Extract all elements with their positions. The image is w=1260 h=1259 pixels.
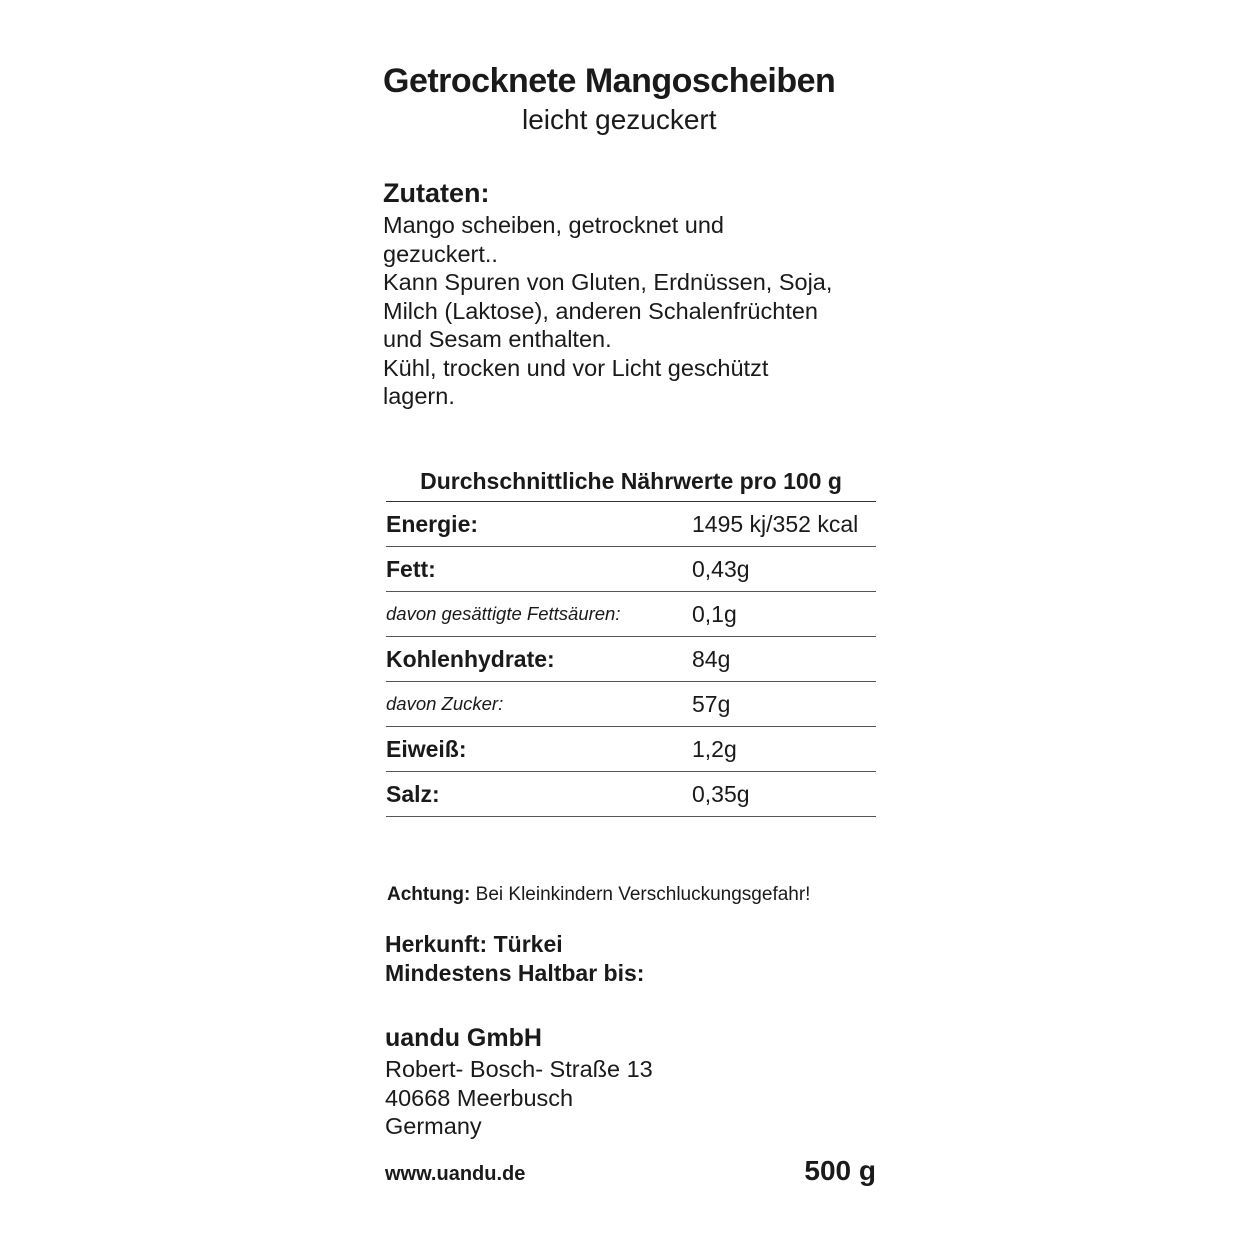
ingredients-line: Kühl, trocken und vor Licht geschützt (383, 354, 769, 381)
warning-label: Achtung: (387, 884, 471, 905)
nutrition-row-energy (386, 502, 876, 547)
nutrition-label: Kohlenhydrate: (386, 645, 555, 672)
nutrition-table-title: Durchschnittliche Nährwerte pro 100 g (386, 464, 876, 502)
net-weight: 500 g (804, 1155, 876, 1186)
nutrition-row-salt (386, 772, 876, 817)
nutrition-value: 84g (692, 645, 731, 672)
ingredients-line: lagern. (383, 383, 455, 409)
nutrition-value: 0,35g (692, 780, 750, 807)
company-name: uandu GmbH (385, 1024, 542, 1052)
nutrition-row-saturated-fat (386, 592, 876, 637)
website-url: www.uandu.de (385, 1163, 526, 1185)
origin-block (385, 930, 644, 988)
nutrition-label: Fett: (386, 555, 436, 582)
ingredients-line: Milch (Laktose), anderen Schalenfrüchten (383, 297, 818, 324)
nutrition-table (386, 464, 876, 817)
product-subtitle: leicht gezuckert (522, 104, 717, 135)
nutrition-row-sugar (386, 682, 876, 727)
nutrition-label: Salz: (386, 780, 440, 807)
ingredients-text (383, 211, 863, 411)
ingredients-line: gezuckert.. (383, 240, 498, 267)
nutrition-value: 1,2g (692, 735, 737, 762)
nutrition-label: Energie: (386, 510, 479, 537)
nutrition-value: 0,43g (692, 555, 750, 582)
nutrition-value: 57g (692, 690, 731, 717)
product-title: Getrocknete Mangoscheiben (383, 62, 836, 100)
origin-country: Herkunft: Türkei (385, 931, 563, 957)
nutrition-label: Eiweiß: (386, 735, 467, 762)
nutrition-label: davon Zucker: (386, 693, 504, 714)
nutrition-value: 0,1g (692, 600, 737, 627)
address-street: Robert- Bosch- Straße 13 (385, 1056, 653, 1082)
ingredients-heading: Zutaten: (383, 178, 490, 208)
ingredients-line: und Sesam enthalten. (383, 326, 612, 352)
warning-text: Bei Kleinkindern Verschluckungsgefahr! (470, 884, 811, 905)
nutrition-row-carbohydrates (386, 637, 876, 682)
nutrition-row-protein (386, 727, 876, 772)
ingredients-line: Kann Spuren von Gluten, Erdnüssen, Soja, (383, 269, 833, 295)
ingredients-line: Mango scheiben, getrocknet und (383, 212, 724, 238)
address-country: Germany (385, 1113, 482, 1139)
nutrition-value: 1495 kj/352 kcal (692, 510, 859, 537)
nutrition-label: davon gesättigte Fettsäuren: (386, 603, 621, 624)
best-before-label: Mindestens Haltbar bis: (385, 960, 645, 986)
choking-warning (387, 884, 810, 906)
company-address (385, 1055, 653, 1141)
nutrition-row-fat (386, 547, 876, 592)
address-city: 40668 Meerbusch (385, 1084, 574, 1111)
